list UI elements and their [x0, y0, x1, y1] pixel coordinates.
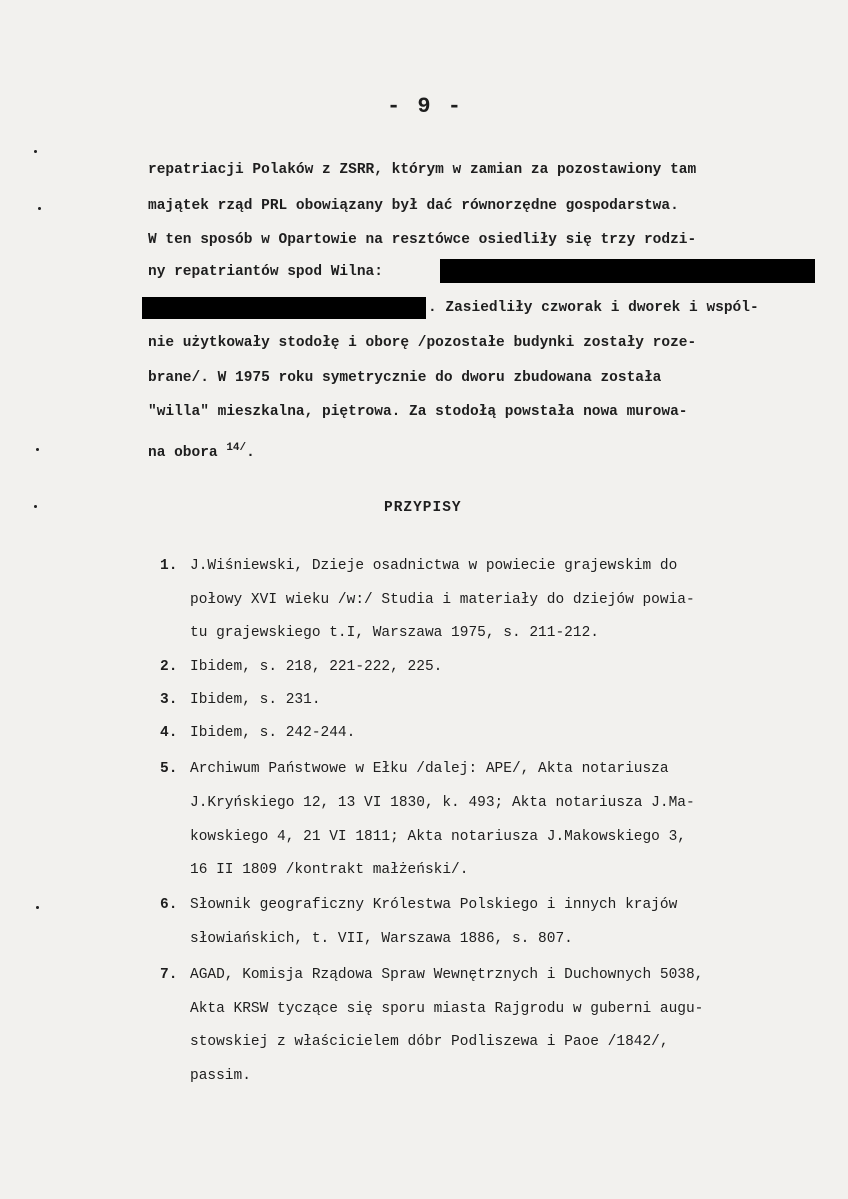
redaction-bar — [440, 259, 815, 283]
footnote-number: 5. — [160, 761, 178, 777]
margin-mark — [34, 150, 37, 153]
footnote-number: 6. — [160, 897, 178, 913]
footnote-line: AGAD, Komisja Rządowa Spraw Wewnętrznych i Duchownych 5038, — [190, 967, 704, 983]
footnote-line: kowskiego 4, 21 VI 1811; Akta notariusza J.Makowskiego 3, — [190, 829, 686, 845]
footnote-number: 4. — [160, 725, 178, 741]
body-line-last — [148, 438, 255, 463]
body-line: majątek rząd PRL obowiązany był dać równorzędne gospodarstwa. — [148, 198, 679, 214]
footnote-line: Słownik geograficzny Królestwa Polskiego i innych krajów — [190, 897, 678, 913]
footnote-line: passim. — [190, 1068, 251, 1084]
footnote-line: tu grajewskiego t.I, Warszawa 1975, s. 211-212. — [190, 625, 599, 641]
footnote-line: połowy XVI wieku /w:/ Studia i materiały do dziejów powia- — [190, 592, 695, 608]
footnote-line: słowiańskich, t. VII, Warszawa 1886, s. 807. — [190, 931, 573, 947]
margin-mark — [34, 505, 37, 508]
footnote-line: stowskiej z właścicielem dóbr Podliszewa i Paoe /1842/, — [190, 1034, 669, 1050]
footnote-ref: 14/ — [226, 442, 247, 454]
footnote-number: 3. — [160, 692, 178, 708]
body-line: "willa" mieszkalna, piętrowa. Za stodołą powstała nowa murowa- — [148, 404, 688, 420]
footnote-line: Ibidem, s. 242-244. — [190, 725, 356, 741]
margin-mark — [36, 448, 39, 451]
footnote-number: 7. — [160, 967, 178, 983]
footnote-line: Ibidem, s. 231. — [190, 692, 321, 708]
footnote-line: J.Kryńskiego 12, 13 VI 1830, k. 493; Akta notariusza J.Ma- — [190, 795, 695, 811]
footnote-line: Akta KRSW tyczące się sporu miasta Rajgrodu w guberni augu- — [190, 1001, 704, 1017]
body-line: ny repatriantów spod Wilna: — [148, 264, 383, 280]
body-line: nie użytkowały stodołę i oborę /pozostałe budynki zostały roze- — [148, 335, 697, 351]
footnote-line: Archiwum Państwowe w Ełku /dalej: APE/, Akta notariusza — [190, 761, 669, 777]
footnote-line: 16 II 1809 /kontrakt małżeński/. — [190, 862, 469, 878]
footnote-line: J.Wiśniewski, Dzieje osadnictwa w powiecie grajewskim do — [190, 558, 678, 574]
body-text: . — [246, 445, 255, 461]
body-text: na obora — [148, 445, 218, 461]
body-line: . Zasiedliły czworak i dworek i wspól- — [428, 300, 759, 316]
footnote-number: 1. — [160, 558, 178, 574]
footnotes-heading: PRZYPISY — [384, 500, 462, 516]
body-line: repatriacji Polaków z ZSRR, którym w zamian za pozostawiony tam — [148, 162, 697, 178]
margin-mark — [38, 207, 41, 210]
margin-mark — [36, 906, 39, 909]
footnote-line: Ibidem, s. 218, 221-222, 225. — [190, 659, 443, 675]
footnote-number: 2. — [160, 659, 178, 675]
body-line: W ten sposób w Opartowie na resztówce osiedliły się trzy rodzi- — [148, 232, 697, 248]
body-line: brane/. W 1975 roku symetrycznie do dworu zbudowana została — [148, 370, 662, 386]
page-number: - 9 - — [386, 94, 463, 119]
redaction-bar — [142, 297, 426, 319]
